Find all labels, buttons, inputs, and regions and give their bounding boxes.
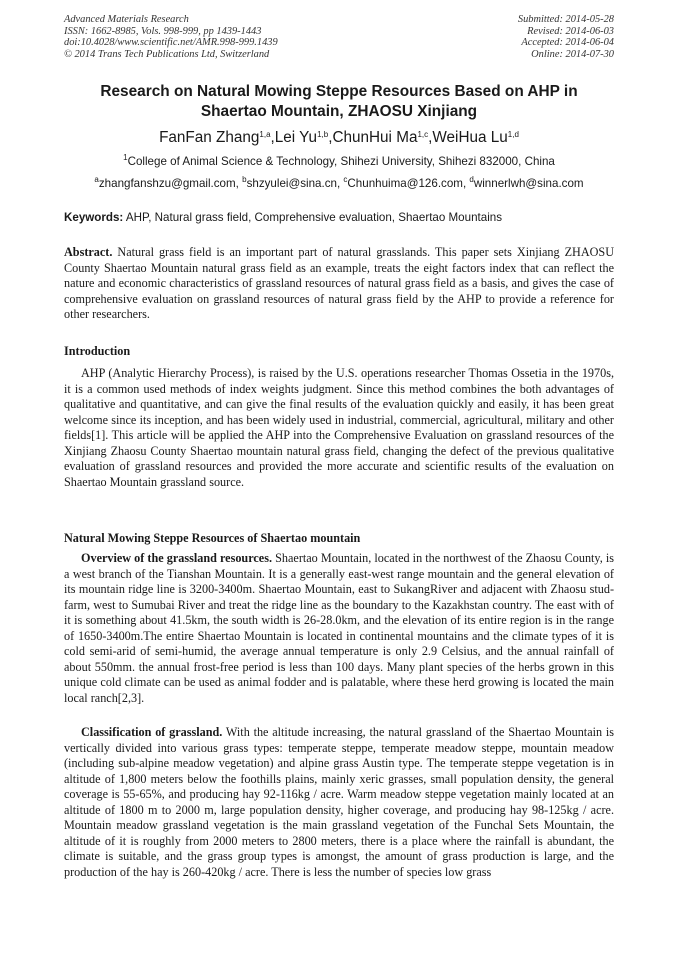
copyright-line: © 2014 Trans Tech Publications Ltd, Switzerland (64, 48, 270, 60)
author-name: ChunHui Ma (332, 129, 418, 146)
classification-section (64, 725, 614, 880)
journal-name: Advanced Materials Research (64, 14, 189, 25)
author-sup: 1,b (317, 130, 329, 139)
accepted-date: Accepted: 2014-06-04 (521, 37, 614, 49)
keywords-text: AHP, Natural grass field, Comprehensive evaluation, Shaertao Mountains (125, 211, 503, 224)
email-list: $^a$zhangfanshzu@gmail.com, $^b$shzyulei@sina.cn, $^c$Chunhuima@126.com, $^d$winnerlwh@sina.com (94, 175, 584, 190)
overview-text: Shaertao Mountain, located in the northwest of the Zhaosu County, is a west branch of the Tianshan Mountain. It is a generally east-west range mountain and the general elevation of its mountain ridge line is 3200-3400m. Shaertao Mountain, east to SukangRiver and adjacent with Zhaosu stud-farm, west to Sumubai River and treat the ridge line as the boundary to the Kazakhstan country. The east with of it is something about 41.5km, the south width is 26-28.0km, and the elevation of its entire region is in the range of 1650-3400m.The entire Shaertao Mountain is located in continental mountains and the climate types of it is cold semi-arid of semi-humid, the average annual temperature is only 2.9 Celsius, and the annual rainfall of about 550mm. the annual frost-free period is less than 100 days. Many plant species of the herbs grown in this unique cold climate can be used as animal fodder and is palatable, where these herd growing is located the main local ranch[2,3]. (64, 551, 614, 705)
submitted-date: Submitted: 2014-05-28 (517, 14, 614, 25)
overview-section (64, 551, 614, 706)
title-line-1: Research on Natural Mowing Steppe Resources Based on AHP in (100, 83, 578, 100)
keywords (64, 210, 614, 226)
journal-header-right (518, 14, 614, 60)
journal-header-left (64, 14, 278, 60)
author-name: FanFan Zhang (159, 129, 260, 146)
title-line-2: Shaertao Mountain, ZHAOSU Xinjiang (200, 103, 478, 120)
author-sup: 1,c (417, 130, 429, 139)
introduction-heading: Introduction (64, 344, 131, 358)
introduction-body (64, 366, 614, 490)
author-sup: 1,a (259, 130, 271, 139)
author-name: WeiHua Lu (432, 129, 508, 146)
issn-line: ISSN: 1662-8985, Vols. 998-999, pp 1439-1443 (64, 25, 262, 37)
online-date: Online: 2014-07-30 (531, 48, 614, 60)
email-sup: c (343, 175, 348, 184)
doi-line[interactable]: doi:10.4028/www.scientific.net/AMR.998-999.1439 (64, 37, 278, 49)
email-address[interactable]: Chunhuima@126.com (347, 177, 463, 190)
classification-text: With the altitude increasing, the natural grassland of the Shaertao Mountain is vertically divided into various grass types: temperate steppe, temperate meadow steppe, mountain meadow (including sub-alpine meadow vegetation) and alpine grass Austin type. The temperate steppe vegetation is in altitude of 1,800 meters below the foothills plains, mainly xeric grasses, small population density, the general coverage is 55-65%, and producing hay 92-116kg / acre. Warm meadow steppe vegetation mainly located at an altitude of 1800 m to 2000 m, large population density, higher coverage, and producing hay 98-125kg / acre. Mountain meadow grassland vegetation is the main grassland vegetation of the Funchal Sets Mountain, the altitude of it is roughly from 2000 meters to 2800 meters, there is a place where the rainfall is abundant, the climate is suitable, and the grass group types is amongst, the amount of grass production is large, and the production of the hay is 260-420kg / acre. There is less the number of species low grass (64, 725, 614, 879)
section-heading: Natural Mowing Steppe Resources of Shaertao mountain (64, 531, 361, 545)
author-list: FanFan Zhang$^{1,a}$,Lei Yu$^{1,b}$,ChunHui Ma$^{1,c}$,WeiHua Lu$^{1,d}$ (159, 129, 519, 146)
overview-label: Overview of the grassland resources. (81, 551, 273, 565)
keywords-label: Keywords: (64, 211, 124, 224)
paper-title (64, 82, 614, 122)
revised-date: Revised: 2014-06-03 (527, 25, 614, 37)
email-sup: a (94, 175, 99, 184)
classification-label: Classification of grassland. (81, 725, 223, 739)
affiliation-text: College of Animal Science & Technology, Shihezi University, Shihezi 832000, China (127, 155, 555, 168)
author-name: Lei Yu (274, 129, 318, 146)
abstract-label: Abstract. (64, 245, 113, 259)
affiliation-sup: 1 (123, 153, 128, 162)
email-address[interactable]: winnerlwh@sina.com (473, 177, 584, 190)
author-sup: 1,d (507, 130, 519, 139)
introduction-paragraph: AHP (Analytic Hierarchy Process), is raised by the U.S. operations researcher Thomas Ossetia in the 1970s, it is a common used methods of index weights judgment. Since this method combines the both advantages of qualitative and quantitative, and can give the final results of the evaluation quickly and easily, it has been great welcome since its inception, and has been widely used in industrial, commercial, agricultural, military and other fields[1]. This article will be applied the AHP into the Comprehensive Evaluation on grassland resources of the Xinjiang Zhaosu County Shaertao mountain natural grass field, changing the defect of the previous qualitative evaluation of grassland resources and provided the more accurate and scientific results of the evaluation on Shaertao Mountain grassland source. (64, 366, 614, 489)
email-address[interactable]: zhangfanshzu@gmail.com (98, 177, 236, 190)
email-sup: d (469, 175, 474, 184)
email-sup: b (242, 175, 247, 184)
abstract (64, 245, 614, 323)
affiliation (64, 154, 614, 170)
email-address[interactable]: shzyulei@sina.cn (246, 177, 337, 190)
abstract-text: Natural grass field is an important part of natural grasslands. This paper sets Xinjiang ZHAOSU County Shaertao Mountain natural grass field as an example, treats the eight factors index that can reflect the nature and economic characteristics of grassland resources of natural grass field as a basis, and gives the case of comprehensive evaluation on grassland resources of natural grass field by the AHP to provide a reference for other researchers. (64, 245, 615, 322)
